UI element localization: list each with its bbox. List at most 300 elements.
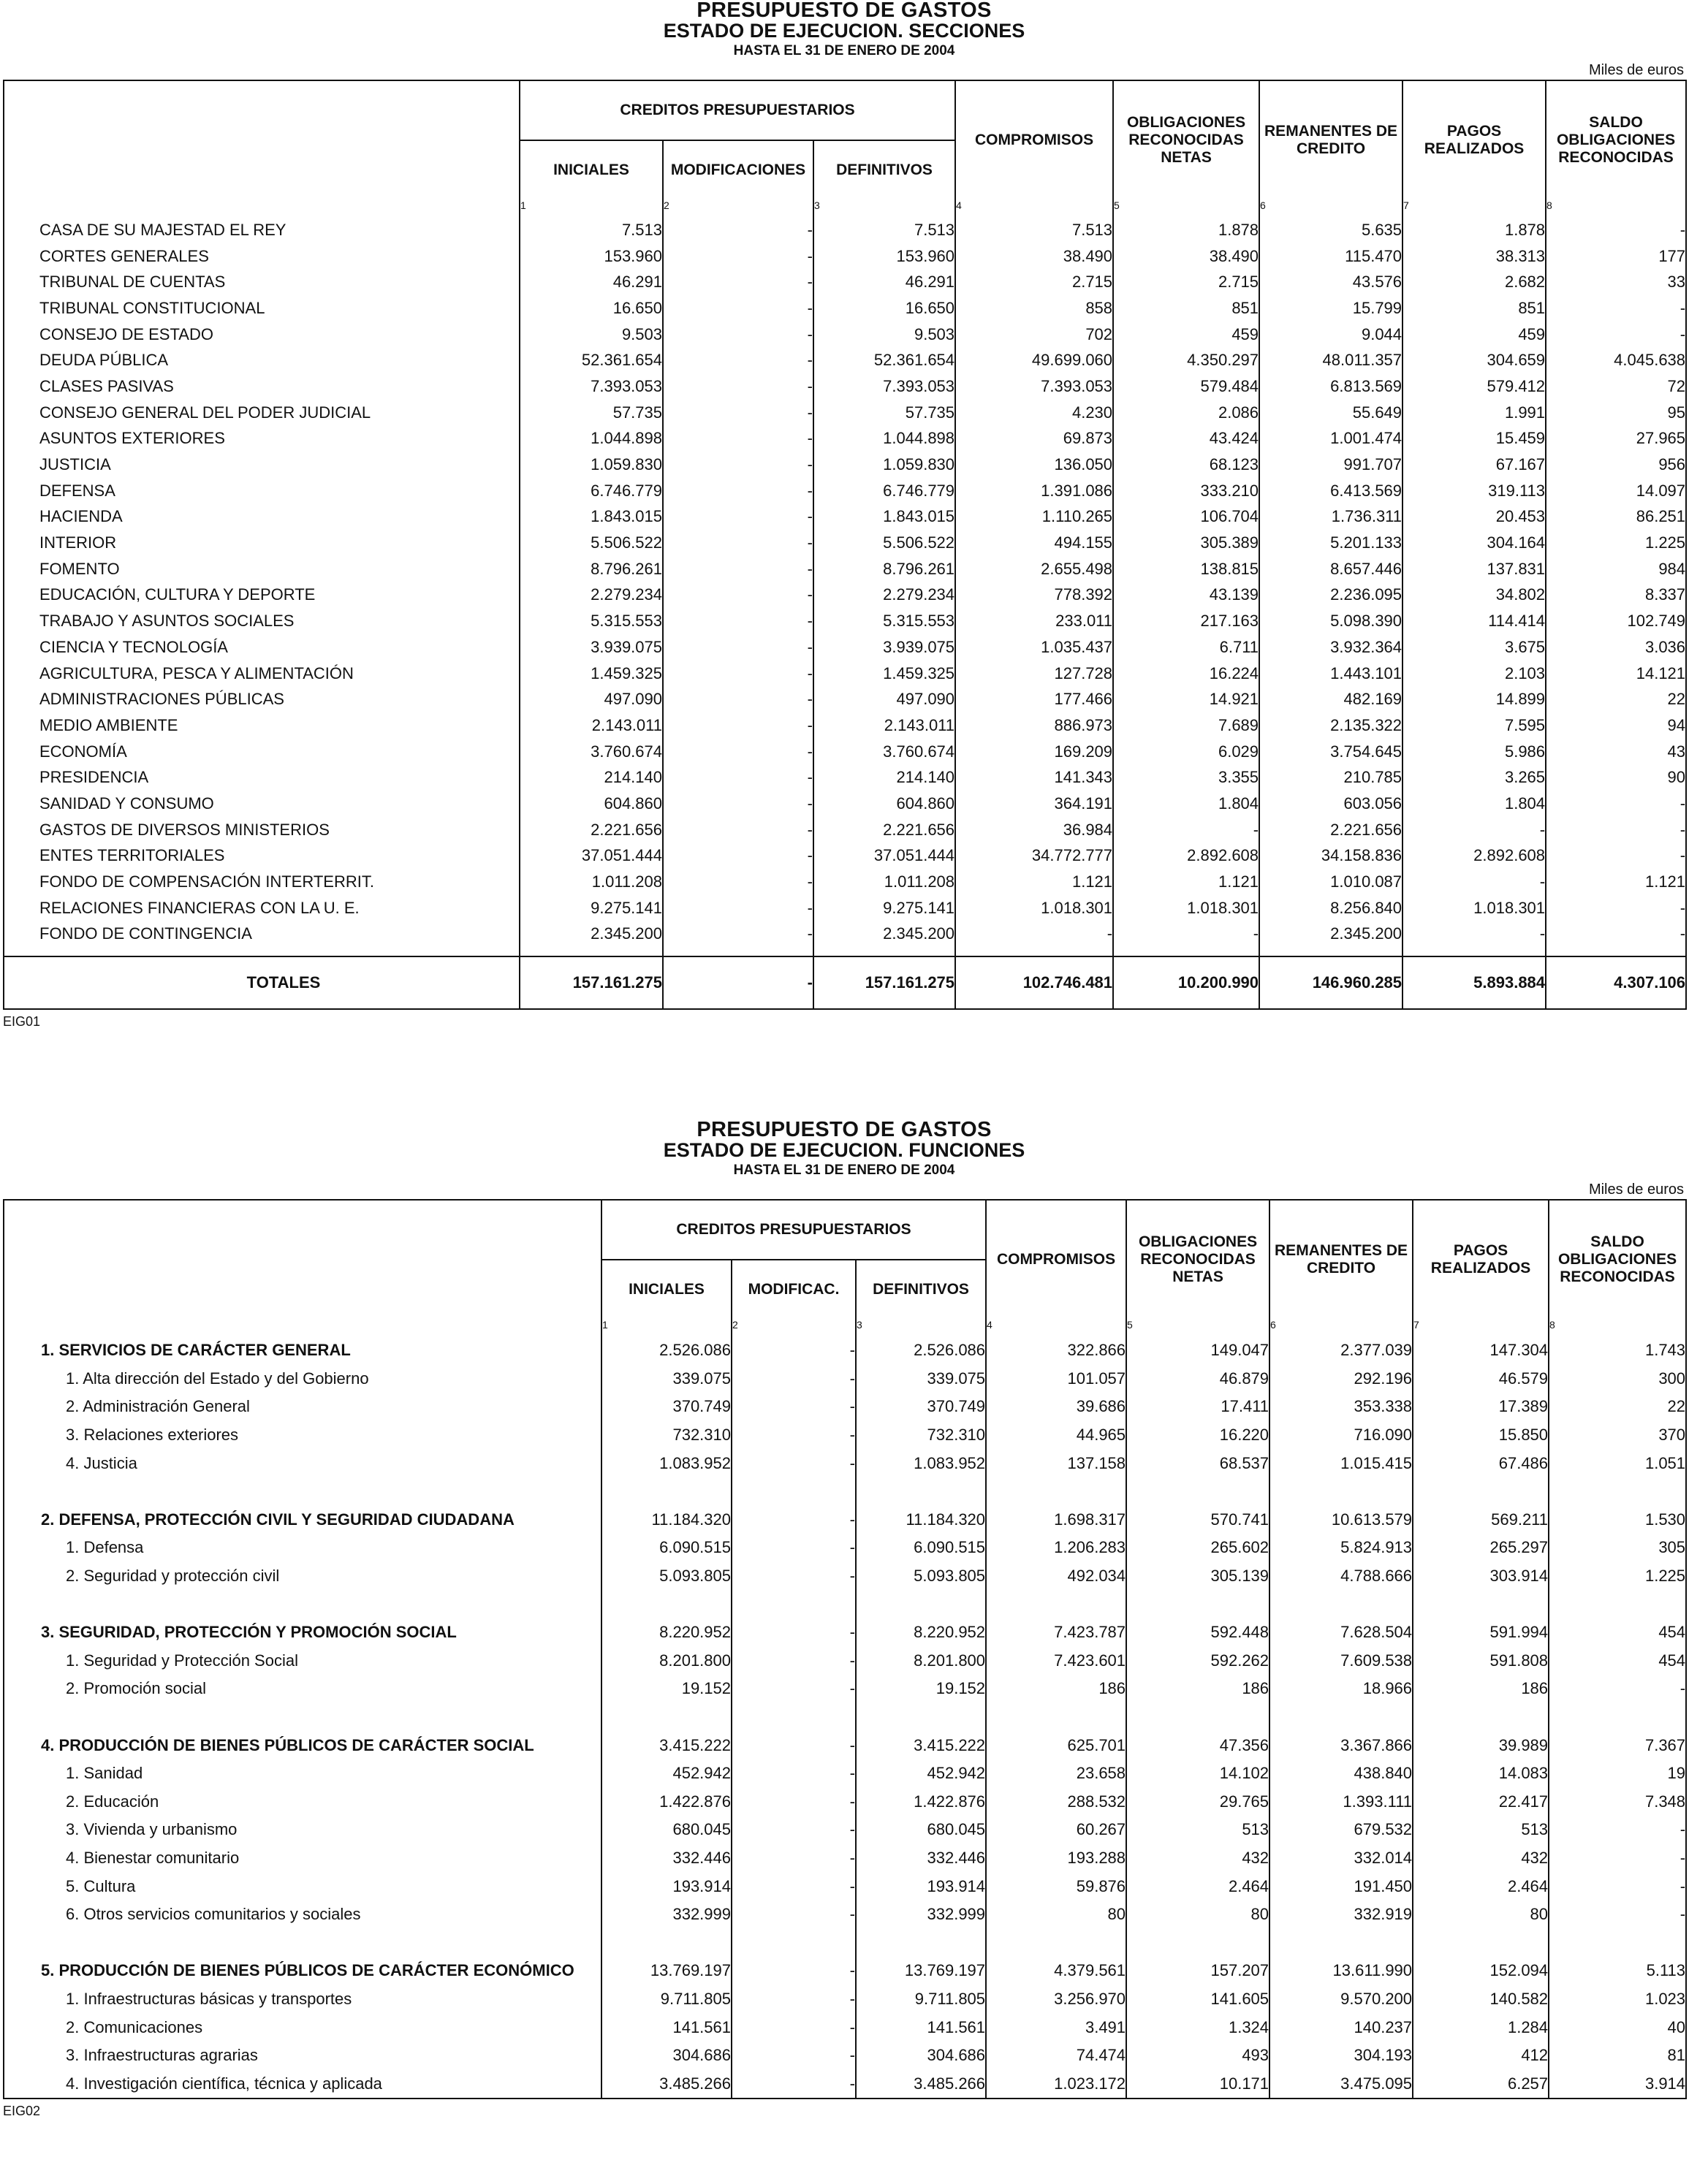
value-cell: 20.453 (1403, 504, 1546, 530)
value-cell: 1.023.172 (986, 2069, 1126, 2099)
value-cell: 38.313 (1403, 243, 1546, 270)
value-cell: - (732, 2069, 856, 2099)
value-cell: 2.236.095 (1259, 582, 1403, 609)
value-cell: - (1549, 1844, 1686, 1873)
value-cell: 305 (1549, 1534, 1686, 1562)
value-cell: 169.209 (955, 739, 1113, 765)
value-cell: 2.221.656 (520, 817, 663, 843)
value-cell: 68.537 (1126, 1449, 1269, 1477)
value-cell: - (732, 1618, 856, 1647)
group-row (4, 1336, 1686, 1365)
value-cell: - (732, 1393, 856, 1421)
row-label: HACIENDA (39, 507, 123, 526)
row-label: PRESIDENCIA (39, 768, 149, 787)
value-cell: 46.879 (1126, 1365, 1269, 1393)
value-cell: 140.237 (1269, 2013, 1413, 2042)
value-cell: 9.503 (520, 321, 663, 348)
table-row (4, 791, 1686, 817)
row-label: JUSTICIA (39, 455, 111, 474)
row-label: 3. SEGURIDAD, PROTECCIÓN Y PROMOCIÓN SOCIAL (41, 1623, 457, 1642)
value-cell: 3.485.266 (601, 2069, 732, 2099)
iniciales-header: INICIALES (520, 140, 663, 199)
value-cell: 10.171 (1126, 2069, 1269, 2099)
value-cell: 438.840 (1269, 1759, 1413, 1788)
value-cell: 9.570.200 (1269, 1985, 1413, 2014)
row-label: 3. Vivienda y urbanismo (66, 1820, 238, 1839)
value-cell: 288.532 (986, 1788, 1126, 1816)
value-cell: 191.450 (1269, 1872, 1413, 1900)
value-cell: 604.860 (813, 791, 955, 817)
sub-row (4, 2013, 1686, 2042)
row-label: TRABAJO Y ASUNTOS SOCIALES (39, 612, 295, 631)
value-cell: 3.036 (1546, 634, 1686, 661)
value-cell: 1.044.898 (813, 426, 955, 452)
value-cell: 2.464 (1126, 1872, 1269, 1900)
value-cell: - (663, 556, 813, 582)
value-cell: 570.741 (1126, 1506, 1269, 1534)
value-cell: 319.113 (1403, 478, 1546, 504)
value-cell: 7.348 (1549, 1788, 1686, 1816)
value-cell: 991.707 (1259, 452, 1403, 478)
row-label: 4. PRODUCCIÓN DE BIENES PÚBLICOS DE CARÁCTER SOCIAL (41, 1735, 534, 1754)
row-label: 1. Defensa (66, 1538, 144, 1557)
value-cell: - (732, 1788, 856, 1816)
value-cell: 177.466 (955, 686, 1113, 712)
value-cell: 13.769.197 (601, 1957, 732, 1985)
column-number: 4 (986, 1319, 1126, 1336)
value-cell: 1.011.208 (520, 869, 663, 895)
value-cell: 22 (1546, 686, 1686, 712)
value-cell: - (663, 634, 813, 661)
value-cell: 8.256.840 (1259, 895, 1403, 921)
value-cell: 16.220 (1126, 1421, 1269, 1450)
spacer-row (4, 1590, 1686, 1618)
creditos-header: CREDITOS PRESUPUESTARIOS (601, 1200, 986, 1260)
value-cell: 370.749 (856, 1393, 986, 1421)
value-cell: - (1113, 921, 1259, 948)
row-label: 3. Infraestructuras agrarias (66, 2046, 258, 2065)
value-cell: - (663, 478, 813, 504)
value-cell: - (732, 1900, 856, 1929)
row-label: TOTALES (4, 956, 520, 1009)
funciones-code: EIG02 (3, 2104, 41, 2119)
saldo-header: SALDO OBLIGACIONES RECONOCIDAS (1549, 1200, 1686, 1319)
value-cell: 3.485.266 (856, 2069, 986, 2099)
value-cell: 3.932.364 (1259, 634, 1403, 661)
secciones-units: Miles de euros (1588, 62, 1684, 78)
value-cell: 52.361.654 (813, 347, 955, 373)
value-cell: 4.379.561 (986, 1957, 1126, 1985)
value-cell: 4.230 (955, 400, 1113, 426)
value-cell: 432 (1126, 1844, 1269, 1873)
row-label: 6. Otros servicios comunitarios y sociales (66, 1905, 361, 1924)
value-cell: 38.490 (1113, 243, 1259, 270)
value-cell: - (663, 869, 813, 895)
value-cell: 579.412 (1403, 373, 1546, 400)
value-cell: 2.345.200 (520, 921, 663, 948)
value-cell: 2.279.234 (813, 582, 955, 609)
row-label: CASA DE SU MAJESTAD EL REY (39, 220, 286, 239)
value-cell: 5.113 (1549, 1957, 1686, 1985)
funciones-title-block (3, 1119, 1685, 1177)
value-cell: 851 (1113, 295, 1259, 321)
table-row (4, 712, 1686, 739)
value-cell: 43.424 (1113, 426, 1259, 452)
value-cell: 1.059.830 (520, 452, 663, 478)
row-label: ECONOMÍA (39, 742, 127, 761)
value-cell: 80 (1413, 1900, 1549, 1929)
creditos-header: CREDITOS PRESUPUESTARIOS (520, 80, 955, 140)
value-cell: 5.506.522 (813, 530, 955, 556)
value-cell: 7.628.504 (1269, 1618, 1413, 1647)
row-label: 1. Sanidad (66, 1764, 143, 1783)
column-number: 1 (520, 199, 663, 217)
value-cell: 1.843.015 (520, 504, 663, 530)
value-cell: 459 (1113, 321, 1259, 348)
row-label: TRIBUNAL DE CUENTAS (39, 273, 226, 292)
value-cell: 4.307.106 (1546, 956, 1686, 1009)
value-cell: - (1403, 921, 1546, 948)
row-label: CORTES GENERALES (39, 246, 209, 265)
value-cell: - (732, 1365, 856, 1393)
row-label: 5. PRODUCCIÓN DE BIENES PÚBLICOS DE CARÁCTER ECONÓMICO (41, 1961, 574, 1980)
value-cell: 15.459 (1403, 426, 1546, 452)
value-cell: 1.743 (1549, 1336, 1686, 1365)
value-cell: 157.161.275 (813, 956, 955, 1009)
value-cell: 2.377.039 (1269, 1336, 1413, 1365)
value-cell: 15.850 (1413, 1421, 1549, 1450)
value-cell: 6.746.779 (520, 478, 663, 504)
value-cell: 1.991 (1403, 400, 1546, 426)
value-cell: 592.262 (1126, 1647, 1269, 1675)
value-cell: 15.799 (1259, 295, 1403, 321)
table-row (4, 739, 1686, 765)
value-cell: - (732, 1449, 856, 1477)
value-cell: 1.422.876 (601, 1788, 732, 1816)
value-cell: 2.526.086 (601, 1336, 732, 1365)
value-cell: 14.121 (1546, 661, 1686, 687)
value-cell: 8.201.800 (601, 1647, 732, 1675)
value-cell: - (1113, 817, 1259, 843)
value-cell: 333.210 (1113, 478, 1259, 504)
row-label: GASTOS DE DIVERSOS MINISTERIOS (39, 820, 330, 839)
group-row (4, 1506, 1686, 1534)
table-row (4, 400, 1686, 426)
value-cell: 2.143.011 (813, 712, 955, 739)
value-cell: 9.503 (813, 321, 955, 348)
value-cell: 69.873 (955, 426, 1113, 452)
value-cell: 370.749 (601, 1393, 732, 1421)
column-number-blank (4, 1319, 601, 1336)
column-number-row (4, 1319, 1686, 1336)
compromisos-header: COMPROMISOS (986, 1200, 1126, 1319)
value-cell: 14.921 (1113, 686, 1259, 712)
value-cell: 7.393.053 (520, 373, 663, 400)
value-cell: - (663, 582, 813, 609)
table-row (4, 686, 1686, 712)
value-cell: 569.211 (1413, 1506, 1549, 1534)
value-cell: 68.123 (1113, 452, 1259, 478)
sub-row (4, 2042, 1686, 2070)
value-cell: 5.098.390 (1259, 608, 1403, 634)
value-cell: 34.772.777 (955, 843, 1113, 870)
value-cell: 141.343 (955, 764, 1113, 791)
value-cell: - (663, 895, 813, 921)
value-cell: - (732, 1816, 856, 1844)
value-cell: 332.999 (601, 1900, 732, 1929)
row-label: FONDO DE CONTINGENCIA (39, 924, 252, 943)
value-cell: 3.491 (986, 2013, 1126, 2042)
table-row (4, 582, 1686, 609)
sub-row (4, 2069, 1686, 2099)
value-cell: 886.973 (955, 712, 1113, 739)
value-cell: 322.866 (986, 1336, 1126, 1365)
value-cell: 5.315.553 (813, 608, 955, 634)
value-cell: 46.579 (1413, 1365, 1549, 1393)
row-label: CONSEJO GENERAL DEL PODER JUDICIAL (39, 403, 371, 422)
value-cell: 6.257 (1413, 2069, 1549, 2099)
value-cell: - (732, 1675, 856, 1703)
value-cell: 304.164 (1403, 530, 1546, 556)
value-cell: 59.876 (986, 1872, 1126, 1900)
value-cell: - (1549, 1675, 1686, 1703)
value-cell: 48.011.357 (1259, 347, 1403, 373)
sub-row (4, 1562, 1686, 1591)
value-cell: 5.093.805 (601, 1562, 732, 1591)
value-cell: 1.284 (1413, 2013, 1549, 2042)
value-cell: 702 (955, 321, 1113, 348)
column-number: 4 (955, 199, 1113, 217)
value-cell: 23.658 (986, 1759, 1126, 1788)
value-cell: 1.878 (1403, 217, 1546, 243)
value-cell: 778.392 (955, 582, 1113, 609)
table-row (4, 764, 1686, 791)
value-cell: 1.391.086 (955, 478, 1113, 504)
row-label: 3. Relaciones exteriores (66, 1426, 239, 1445)
value-cell: 7.367 (1549, 1731, 1686, 1759)
value-cell: 1.051 (1549, 1449, 1686, 1477)
value-cell: 2.682 (1403, 269, 1546, 295)
value-cell: 67.167 (1403, 452, 1546, 478)
group-row (4, 1618, 1686, 1647)
value-cell: 3.760.674 (813, 739, 955, 765)
value-cell: 138.815 (1113, 556, 1259, 582)
value-cell: 36.984 (955, 817, 1113, 843)
value-cell: 8.220.952 (856, 1618, 986, 1647)
value-cell: 305.139 (1126, 1562, 1269, 1591)
value-cell: - (1546, 817, 1686, 843)
value-cell: - (663, 321, 813, 348)
value-cell: 1.843.015 (813, 504, 955, 530)
value-cell: 3.939.075 (813, 634, 955, 661)
value-cell: 303.914 (1413, 1562, 1549, 1591)
value-cell: 680.045 (601, 1816, 732, 1844)
spacer-row (4, 1928, 1686, 1957)
value-cell: 5.635 (1259, 217, 1403, 243)
row-label: ADMINISTRACIONES PÚBLICAS (39, 690, 284, 709)
value-cell: 2.892.608 (1403, 843, 1546, 870)
value-cell: 19.152 (856, 1675, 986, 1703)
remanentes-header: REMANENTES DE CREDITO (1269, 1200, 1413, 1319)
value-cell: 33 (1546, 269, 1686, 295)
definitivos-header: DEFINITIVOS (856, 1260, 986, 1319)
row-label: 2. Administración General (66, 1397, 250, 1416)
value-cell: 332.446 (601, 1844, 732, 1873)
value-cell: 304.193 (1269, 2042, 1413, 2070)
value-cell: 11.184.320 (601, 1506, 732, 1534)
value-cell: 2.103 (1403, 661, 1546, 687)
funciones-section (3, 1119, 1685, 2119)
value-cell: - (1549, 1900, 1686, 1929)
value-cell: 102.749 (1546, 608, 1686, 634)
value-cell: 513 (1413, 1816, 1549, 1844)
value-cell: - (663, 843, 813, 870)
value-cell: 2.345.200 (1259, 921, 1403, 948)
table-row (4, 556, 1686, 582)
row-label: CLASES PASIVAS (39, 376, 174, 395)
value-cell: 52.361.654 (520, 347, 663, 373)
value-cell: 1.459.325 (813, 661, 955, 687)
value-cell: 300 (1549, 1365, 1686, 1393)
value-cell: 7.423.601 (986, 1647, 1126, 1675)
row-label: DEFENSA (39, 481, 115, 500)
value-cell: 19 (1549, 1759, 1686, 1788)
value-cell: 1.018.301 (1403, 895, 1546, 921)
secciones-date: HASTA EL 31 DE ENERO DE 2004 (733, 43, 955, 58)
value-cell: 39.686 (986, 1393, 1126, 1421)
value-cell: 2.221.656 (813, 817, 955, 843)
value-cell: 5.893.884 (1403, 956, 1546, 1009)
table-row (4, 478, 1686, 504)
value-cell: 3.675 (1403, 634, 1546, 661)
value-cell: 3.415.222 (856, 1731, 986, 1759)
value-cell: - (732, 1421, 856, 1450)
value-cell: 43.576 (1259, 269, 1403, 295)
value-cell: 454 (1549, 1618, 1686, 1647)
row-label: 5. Cultura (66, 1876, 136, 1895)
secciones-title-block (3, 0, 1685, 58)
value-cell: 186 (1126, 1675, 1269, 1703)
value-cell: 604.860 (520, 791, 663, 817)
row-label: 4. Investigación científica, técnica y aplicada (66, 2074, 382, 2093)
value-cell: 39.989 (1413, 1731, 1549, 1759)
sub-row (4, 1816, 1686, 1844)
value-cell: 304.686 (601, 2042, 732, 2070)
value-cell: 2.279.234 (520, 582, 663, 609)
value-cell: 6.813.569 (1259, 373, 1403, 400)
value-cell: 482.169 (1259, 686, 1403, 712)
value-cell: 34.802 (1403, 582, 1546, 609)
value-cell: 332.446 (856, 1844, 986, 1873)
table-row (4, 347, 1686, 373)
iniciales-header: INICIALES (601, 1260, 732, 1319)
column-number: 6 (1269, 1319, 1413, 1336)
value-cell: 5.986 (1403, 739, 1546, 765)
value-cell: 210.785 (1259, 764, 1403, 791)
value-cell: 680.045 (856, 1816, 986, 1844)
value-cell: 17.389 (1413, 1393, 1549, 1421)
value-cell: 494.155 (955, 530, 1113, 556)
column-number: 5 (1126, 1319, 1269, 1336)
compromisos-header: COMPROMISOS (955, 80, 1113, 199)
row-label: 4. Justicia (66, 1453, 137, 1472)
value-cell: 432 (1413, 1844, 1549, 1873)
value-cell: - (663, 817, 813, 843)
sub-row (4, 1759, 1686, 1788)
table-row (4, 921, 1686, 948)
value-cell: 1.443.101 (1259, 661, 1403, 687)
value-cell: 114.414 (1403, 608, 1546, 634)
value-cell: 141.561 (856, 2013, 986, 2042)
value-cell: - (663, 530, 813, 556)
value-cell: 233.011 (955, 608, 1113, 634)
value-cell: - (732, 1872, 856, 1900)
sub-row (4, 1844, 1686, 1873)
remanentes-header: REMANENTES DE CREDITO (1259, 80, 1403, 199)
value-cell: 858 (955, 295, 1113, 321)
value-cell: - (663, 921, 813, 948)
value-cell: 17.411 (1126, 1393, 1269, 1421)
value-cell: - (663, 269, 813, 295)
value-cell: 1.001.474 (1259, 426, 1403, 452)
value-cell: 370 (1549, 1421, 1686, 1450)
value-cell: - (663, 347, 813, 373)
value-cell: 7.393.053 (955, 373, 1113, 400)
value-cell: 1.083.952 (856, 1449, 986, 1477)
value-cell: - (1546, 791, 1686, 817)
value-cell: 332.014 (1269, 1844, 1413, 1873)
value-cell: 2.715 (955, 269, 1113, 295)
value-cell: 60.267 (986, 1816, 1126, 1844)
value-cell: 115.470 (1259, 243, 1403, 270)
row-label: ENTES TERRITORIALES (39, 846, 225, 865)
value-cell: 6.029 (1113, 739, 1259, 765)
value-cell: 984 (1546, 556, 1686, 582)
value-cell: 7.689 (1113, 712, 1259, 739)
row-label: DEUDA PÚBLICA (39, 351, 169, 370)
value-cell: 14.097 (1546, 478, 1686, 504)
column-number: 8 (1546, 199, 1686, 217)
value-cell: 186 (986, 1675, 1126, 1703)
row-label: FOMENTO (39, 559, 120, 578)
value-cell: 412 (1413, 2042, 1549, 2070)
value-cell: 1.225 (1546, 530, 1686, 556)
value-cell: 292.196 (1269, 1365, 1413, 1393)
value-cell: 3.754.645 (1259, 739, 1403, 765)
value-cell: 9.275.141 (813, 895, 955, 921)
group-row (4, 1957, 1686, 1985)
label-column-header (4, 80, 520, 199)
value-cell: 9.275.141 (520, 895, 663, 921)
value-cell: - (732, 1506, 856, 1534)
row-label: SANIDAD Y CONSUMO (39, 794, 214, 813)
value-cell: - (1546, 295, 1686, 321)
row-label: 1. Infraestructuras básicas y transportes (66, 1989, 352, 2008)
value-cell: 147.304 (1413, 1336, 1549, 1365)
value-cell: 1.225 (1549, 1562, 1686, 1591)
value-cell: 37.051.444 (813, 843, 955, 870)
value-cell: - (663, 608, 813, 634)
value-cell: 2.464 (1413, 1872, 1549, 1900)
value-cell: 157.161.275 (520, 956, 663, 1009)
table-row (4, 895, 1686, 921)
value-cell: 332.999 (856, 1900, 986, 1929)
table-row (4, 217, 1686, 243)
pagos-header: PAGOS REALIZADOS (1403, 80, 1546, 199)
totals-row (4, 956, 1686, 1009)
value-cell: 136.050 (955, 452, 1113, 478)
value-cell: 4.350.297 (1113, 347, 1259, 373)
